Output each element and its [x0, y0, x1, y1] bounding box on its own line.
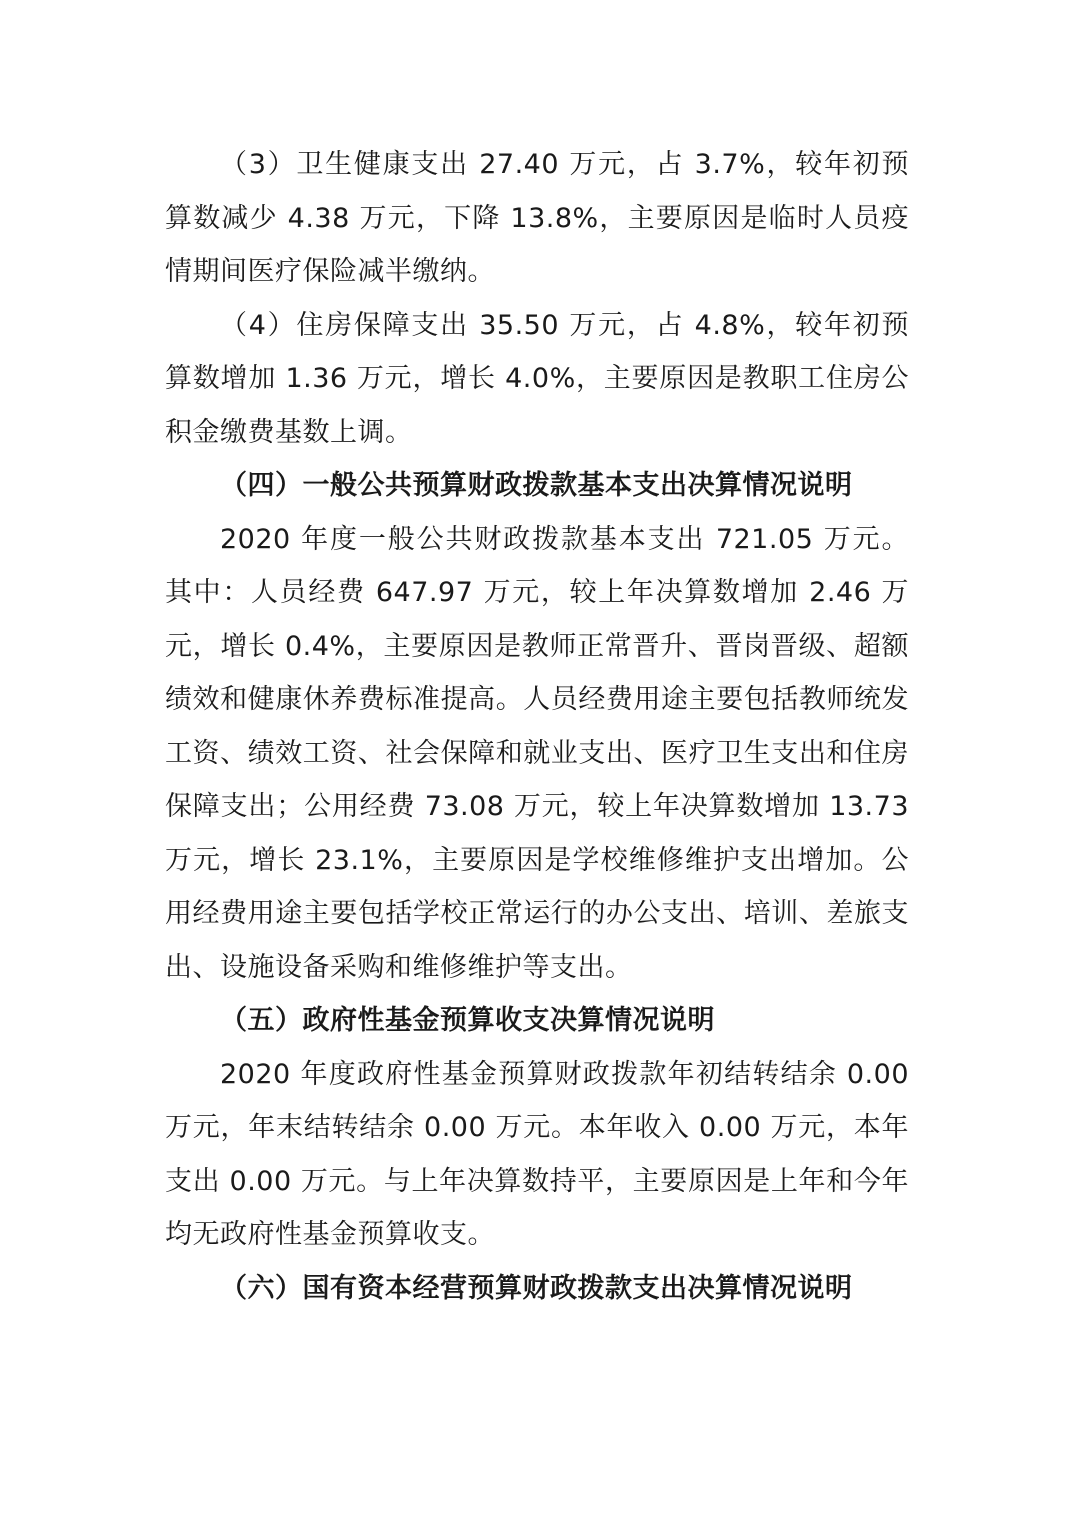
document-body — [165, 138, 909, 1315]
heading-state-capital-budget: （六）国有资本经营预算财政拨款支出决算情况说明 — [220, 1272, 853, 1304]
paragraph-basic-expenditure-details: 2020 年度一般公共财政拨款基本支出 721.05 万元。其中：人员经费 647.97 万元，较上年决算数增加 2.46 万元，增长 0.4%，主要原因是教师正常晋升、晋岗晋级、超额绩效和健康休养费标准提高。人员经费用途主要包括教师统发工资、绩效工资、社会保障和就业支出、医疗卫生支出和住房保障支出；公用经费 73.08 万元，较上年决算数增加 13.73 万元，增长 23.1%，主要原因是学校维修维护支出增加。公用经费用途主要包括学校正常运行的办公支出、培训、差旅支出、设施设备采购和维修维护等支出。 — [165, 523, 909, 983]
paragraph-government-fund-details: 2020 年度政府性基金预算财政拨款年初结转结余 0.00 万元，年末结转结余 0.00 万元。本年收入 0.00 万元，本年支出 0.00 万元。与上年决算数持平，主要原因是上年和今年均无政府性基金预算收支。 — [165, 1058, 909, 1250]
paragraph-housing-expenditure: （4）住房保障支出 35.50 万元，占 4.8%，较年初预算数增加 1.36 万元，增长 4.0%，主要原因是教职工住房公积金缴费基数上调。 — [165, 309, 909, 448]
heading-general-public-budget-basic-expenditure: （四）一般公共预算财政拨款基本支出决算情况说明 — [220, 470, 853, 501]
heading-government-fund-budget: （五）政府性基金预算收支决算情况说明 — [220, 1005, 715, 1036]
paragraph-health-expenditure: （3）卫生健康支出 27.40 万元，占 3.7%，较年初预算数减少 4.38 万元，下降 13.8%，主要原因是临时人员疫情期间医疗保险减半缴纳。 — [165, 149, 909, 287]
